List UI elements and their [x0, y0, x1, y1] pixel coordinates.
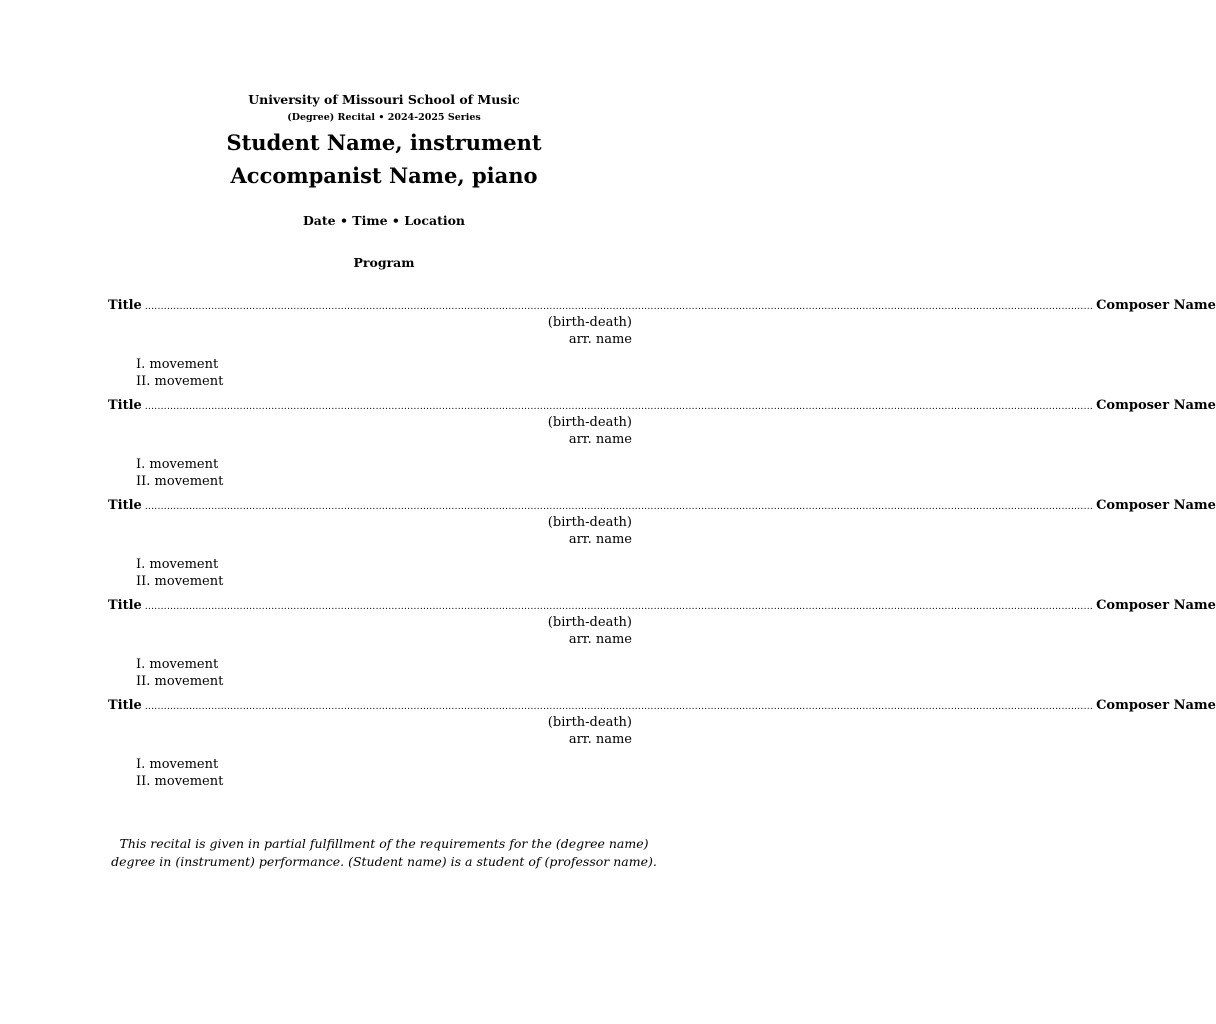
movement: II. movement [136, 473, 224, 489]
program-heading: Program [353, 255, 415, 270]
dot-leader: ............................................................................................................................................................................................................................................................................................................ [144, 502, 1094, 512]
composer-dates: (birth-death) [547, 515, 632, 530]
accompanist-name: Accompanist Name, piano [230, 163, 538, 188]
movement: I. movement [136, 757, 219, 772]
dot-leader: ............................................................................................................................................................................................................................................................................................................ [144, 702, 1094, 712]
composer-dates: (birth-death) [547, 415, 632, 430]
piece-title: Title [108, 298, 142, 313]
composer-name: Composer Name [1096, 598, 1216, 613]
arranger: arr. name [568, 432, 632, 447]
movement-list [108, 457, 632, 490]
university-name: University of Missouri School of Music [248, 92, 520, 107]
recital-footnote: This recital is given in partial fulfillment of the requirements for the (degree name) degree in (instrument) performance. (Student name) is a student of (professor name). [111, 836, 657, 869]
arranger: arr. name [568, 632, 632, 647]
movement: I. movement [136, 557, 219, 572]
movement: II. movement [136, 773, 224, 789]
dot-leader: ............................................................................................................................................................................................................................................................................................................ [144, 402, 1094, 412]
arranger: arr. name [568, 532, 632, 547]
student-name: Student Name, instrument [226, 130, 542, 155]
program-piece [108, 597, 1216, 690]
piece-title: Title [108, 598, 142, 613]
program-piece [108, 297, 1216, 390]
movement: II. movement [136, 673, 224, 689]
composer-dates: (birth-death) [547, 715, 632, 730]
arranger: arr. name [568, 732, 632, 747]
piece-title: Title [108, 398, 142, 413]
recital-series: (Degree) Recital • 2024-2025 Series [287, 112, 481, 123]
movement: I. movement [136, 657, 219, 672]
movement: I. movement [136, 457, 219, 472]
movement: II. movement [136, 373, 224, 389]
movement-list [108, 657, 632, 690]
movement: II. movement [136, 573, 224, 589]
composer-dates: (birth-death) [547, 615, 632, 630]
piece-title: Title [108, 698, 142, 713]
program-piece [108, 697, 1216, 790]
composer-name: Composer Name [1096, 498, 1216, 513]
movement: I. movement [136, 357, 219, 372]
piece-title: Title [108, 498, 142, 513]
movement-list [108, 757, 632, 790]
dot-leader: ............................................................................................................................................................................................................................................................................................................ [144, 602, 1094, 612]
dot-leader: ............................................................................................................................................................................................................................................................................................................ [144, 302, 1094, 312]
composer-name: Composer Name [1096, 398, 1216, 413]
program-piece [108, 497, 1216, 590]
movement-list [108, 357, 632, 390]
composer-dates: (birth-death) [547, 315, 632, 330]
movement-list [108, 557, 632, 590]
composer-name: Composer Name [1096, 698, 1216, 713]
recital-info: Date • Time • Location [302, 213, 466, 228]
composer-name: Composer Name [1096, 298, 1216, 313]
arranger: arr. name [568, 332, 632, 347]
program-piece [108, 397, 1216, 490]
